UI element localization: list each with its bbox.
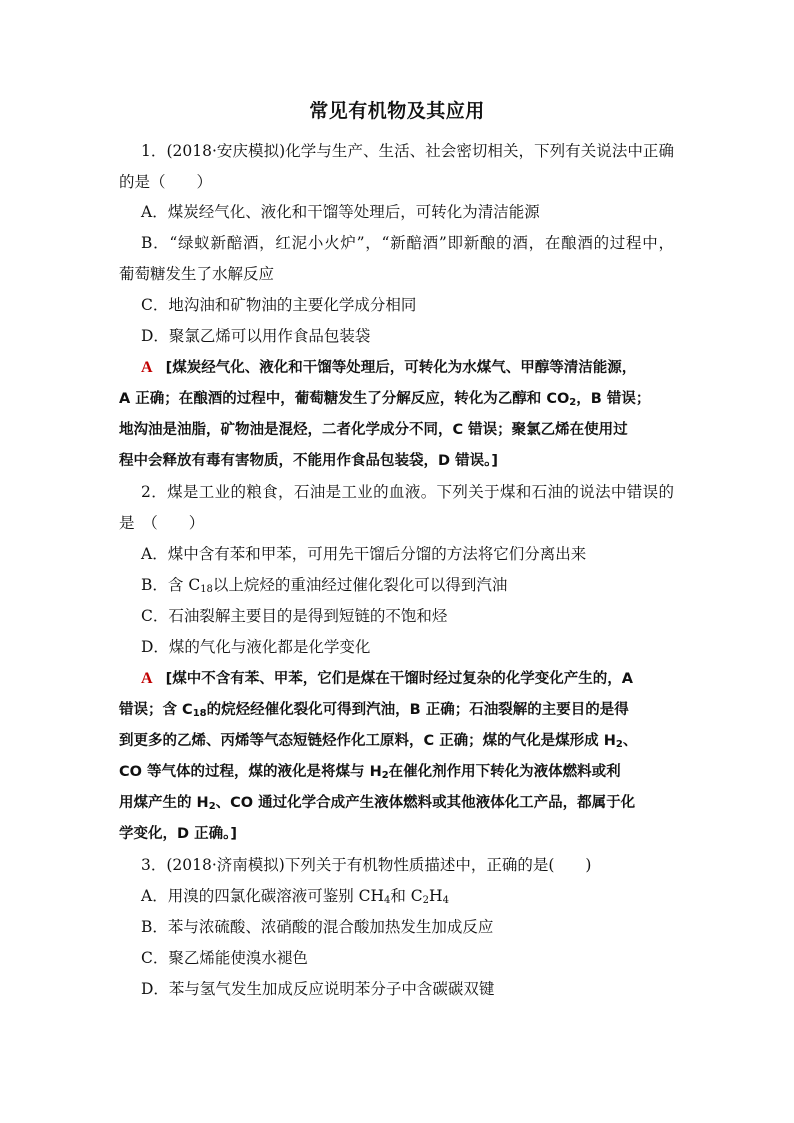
q1-explanation-text2b: ，B 错误； bbox=[576, 391, 651, 407]
q2-explanation-sub3: 2 bbox=[615, 739, 623, 750]
q1-explanation-line1 bbox=[141, 358, 636, 378]
q2-answer-key: A bbox=[141, 670, 153, 687]
q3-option-a-sub3: 4 bbox=[442, 895, 449, 906]
q2-option-a: A．煤中含有苯和甲苯，可用先干馏后分馏的方法将它们分离出来 bbox=[141, 545, 587, 563]
q2-explanation-line6: 学变化，D 正确。] bbox=[119, 826, 237, 842]
q3-option-a-text1: A．用溴的四氯化碳溶液可鉴别 CH bbox=[141, 887, 384, 905]
q3-option-a-sub2: 2 bbox=[422, 895, 430, 906]
q1-answer-key: A bbox=[141, 359, 153, 376]
q2-explanation-line4 bbox=[119, 762, 621, 782]
q3-option-a bbox=[141, 886, 449, 906]
q1-stem-line1: 1．(2018·安庆模拟)化学与生产、生活、社会密切相关，下列有关说法中正确 bbox=[141, 142, 674, 160]
q2-explanation-line3 bbox=[119, 731, 637, 751]
q2-explanation-text4b: 在催化剂作用下转化为液体燃料或利 bbox=[388, 764, 621, 780]
q2-option-c: C．石油裂解主要目的是得到短链的不饱和烃 bbox=[141, 607, 448, 625]
q2-option-b-text1: B．含 C bbox=[141, 576, 201, 594]
q2-stem-line1: 2．煤是工业的粮食，石油是工业的血液。下列关于煤和石油的说法中错误的 bbox=[141, 483, 674, 501]
q2-explanation-text5a: 用煤产生的 H bbox=[119, 795, 209, 811]
q2-explanation-text3b: 、 bbox=[622, 733, 638, 749]
q2-option-d: D．煤的气化与液化都是化学变化 bbox=[141, 638, 371, 656]
q2-explanation-line2 bbox=[119, 700, 629, 720]
q2-explanation-text2a: 错误；含 C bbox=[119, 702, 193, 718]
q1-explanation-line3: 地沟油是油脂，矿物油是混烃，二者化学成分不同，C 错误；聚氯乙烯在使用过 bbox=[119, 422, 628, 438]
q2-explanation-text5b: 、CO 通过化学合成产生液体燃料或其他液体化工产品，都属于化 bbox=[215, 795, 636, 811]
q1-option-a: A．煤炭经气化、液化和干馏等处理后，可转化为清洁能源 bbox=[141, 203, 540, 221]
q3-option-c: C．聚乙烯能使溴水褪色 bbox=[141, 949, 308, 967]
q3-option-b: B．苯与浓硫酸、浓硝酸的混合酸加热发生加成反应 bbox=[141, 918, 494, 936]
q3-stem: 3．(2018·济南模拟)下列关于有机物性质描述中，正确的是( ) bbox=[141, 856, 592, 874]
q1-explanation-text1: [煤炭经气化、液化和干馏等处理后，可转化为水煤气、甲醇等清洁能源， bbox=[165, 360, 637, 376]
q2-explanation-sub5: 2 bbox=[208, 801, 216, 812]
q2-explanation-sub4: 2 bbox=[381, 770, 389, 781]
q1-explanation-sub: 2 bbox=[569, 397, 577, 408]
q1-option-d: D．聚氯乙烯可以用作食品包装袋 bbox=[141, 327, 371, 345]
q2-option-b-sub: 18 bbox=[200, 584, 213, 595]
page-title: 常见有机物及其应用 bbox=[309, 100, 485, 122]
q3-option-a-text2: 和 C bbox=[390, 887, 423, 905]
q2-explanation-sub2: 18 bbox=[192, 708, 207, 719]
q2-explanation-text2b: 的烷烃经催化裂化可得到汽油，B 正确；石油裂解的主要目的是得 bbox=[206, 702, 629, 718]
q1-option-b-line1: B．“绿蚁新醅酒，红泥小火炉”，“新醅酒”即新酿的酒，在酿酒的过程中， bbox=[141, 234, 674, 252]
q1-stem-line2: 的是（ ） bbox=[119, 173, 213, 191]
q1-explanation-line4: 程中会释放有毒有害物质，不能用作食品包装袋，D 错误。] bbox=[119, 453, 498, 469]
q2-explanation-text1: [煤中不含有苯、甲苯，它们是煤在干馏时经过复杂的化学变化产生的，A bbox=[165, 671, 633, 687]
q2-explanation-line1 bbox=[141, 669, 633, 689]
q1-explanation-line2 bbox=[119, 389, 650, 409]
q2-explanation-line5 bbox=[119, 793, 635, 813]
q3-option-a-sub1: 4 bbox=[384, 895, 391, 906]
q2-option-b-text2: 以上烷烃的重油经过催化裂化可以得到汽油 bbox=[212, 576, 508, 594]
q2-stem-line2: 是 （ ） bbox=[119, 514, 205, 532]
q1-explanation-text2a: A 正确；在酿酒的过程中，葡萄糖发生了分解反应，转化为乙醇和 CO bbox=[119, 391, 570, 407]
q3-option-d: D．苯与氢气发生加成反应说明苯分子中含碳碳双键 bbox=[141, 980, 495, 998]
q2-option-b bbox=[141, 575, 507, 595]
q2-explanation-text3a: 到更多的乙烯、丙烯等气态短链烃作化工原料，C 正确；煤的气化是煤形成 H bbox=[119, 733, 616, 749]
q3-option-a-text3: H bbox=[429, 887, 443, 905]
q2-explanation-text4a: CO 等气体的过程，煤的液化是将煤与 H bbox=[119, 764, 382, 780]
q1-option-b-line2: 葡萄糖发生了水解反应 bbox=[119, 265, 275, 283]
q1-option-c: C．地沟油和矿物油的主要化学成分相同 bbox=[141, 296, 417, 314]
